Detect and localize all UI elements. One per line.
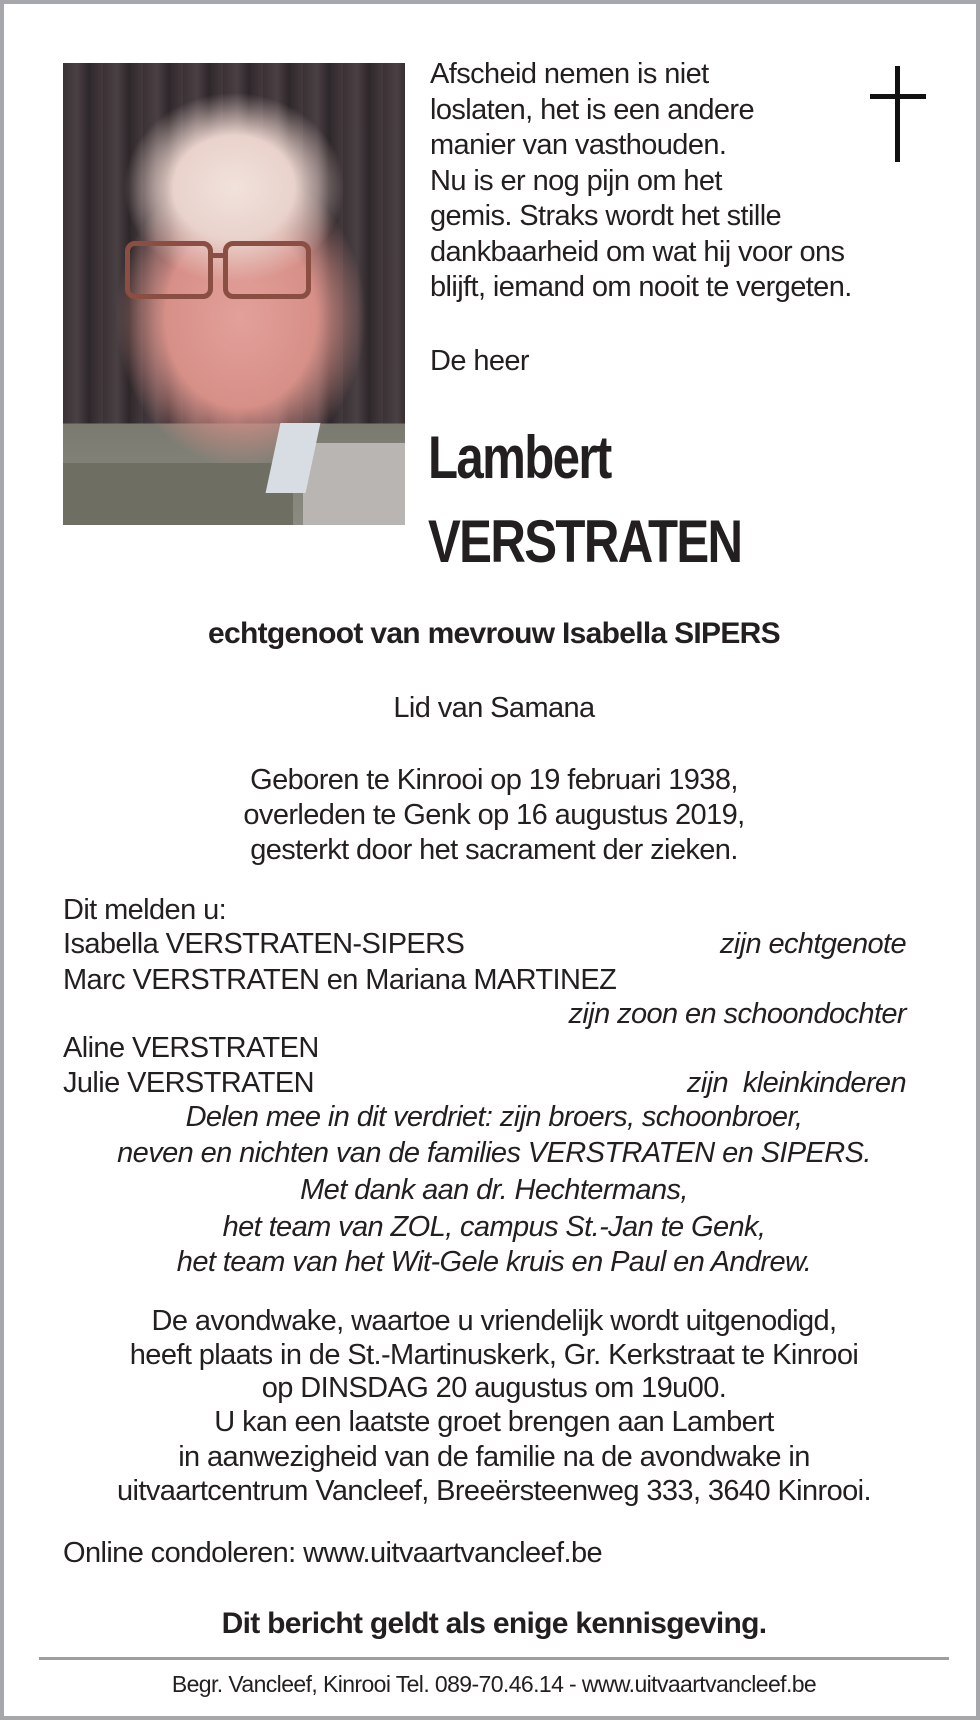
salutation: De heer <box>430 345 529 377</box>
announcers-intro: Dit melden u: <box>63 894 227 926</box>
portrait-photo <box>63 63 405 525</box>
family-relation: zijn zoon en schoondochter <box>568 998 906 1030</box>
thanks-line: het team van ZOL, campus St.-Jan te Genk, <box>222 1211 766 1243</box>
wake-line: uitvaartcentrum Vancleef, Breeërsteenweg 333, 3640 Kinrooi. <box>117 1475 871 1507</box>
photo-glasses-left <box>125 241 213 299</box>
divider <box>39 1657 949 1660</box>
spouse-line: echtgenoot van mevrouw Isabella SIPERS <box>208 617 780 650</box>
first-name: Lambert <box>428 424 611 491</box>
poem-line: dankbaarheid om wat hij voor ons <box>430 235 845 268</box>
membership: Lid van Samana <box>393 692 595 724</box>
last-name: VERSTRATEN <box>428 508 742 575</box>
poem-line: gemis. Straks wordt het stille <box>430 200 782 232</box>
poem-line: Nu is er nog pijn om het <box>430 164 722 197</box>
poem-line: manier van vasthouden. <box>430 129 727 161</box>
wake-line: De avondwake, waartoe u vriendelijk wordt uitgenodigd, <box>151 1305 837 1337</box>
sharing-line: neven en nichten van de families VERSTRATEN en SIPERS. <box>117 1137 871 1169</box>
thanks-line: het team van het Wit-Gele kruis en Paul en Andrew. <box>176 1246 812 1278</box>
photo-glasses-right <box>223 241 311 299</box>
life-dates-2: overleden te Genk op 16 augustus 2019, <box>243 799 745 831</box>
online-condolence-link[interactable]: Online condoleren: www.uitvaartvancleef.be <box>63 1537 603 1569</box>
footer: Begr. Vancleef, Kinrooi Tel. 089-70.46.14 - www.uitvaartvancleef.be <box>171 1671 817 1697</box>
thanks-line: Met dank aan dr. Hechtermans, <box>300 1174 688 1206</box>
life-dates-3: gesterkt door het sacrament der zieken. <box>250 834 738 866</box>
photo-glasses-bridge <box>211 253 225 258</box>
family-relation: zijn echtgenote <box>719 928 906 960</box>
poem-line: loslaten, het is een andere <box>430 93 754 126</box>
family-name: Marc VERSTRATEN en Mariana MARTINEZ <box>63 964 617 996</box>
wake-line: in aanwezigheid van de familie na de avondwake in <box>178 1441 810 1473</box>
family-name: Isabella VERSTRATEN-SIPERS <box>63 928 465 960</box>
poem-line: Afscheid nemen is niet <box>430 58 709 90</box>
poem-line: blijft, iemand om nooit te vergeten. <box>430 271 852 303</box>
life-dates-1: Geboren te Kinrooi op 19 februari 1938, <box>250 764 738 796</box>
wake-line: op DINSDAG 20 augustus om 19u00. <box>261 1372 727 1404</box>
photo-sweater-right <box>303 443 405 525</box>
sharing-line: Delen mee in dit verdriet: zijn broers, schoonbroer, <box>185 1101 803 1133</box>
notice: Dit bericht geldt als enige kennisgeving. <box>221 1607 767 1640</box>
wake-line: U kan een laatste groet brengen aan Lambert <box>214 1406 774 1438</box>
deceased-name <box>428 416 741 584</box>
family-relation: zijn kleinkinderen <box>686 1067 906 1099</box>
family-name: Julie VERSTRATEN <box>63 1067 314 1099</box>
family-name: Aline VERSTRATEN <box>63 1032 319 1064</box>
photo-sweater-left <box>63 463 293 525</box>
wake-line: heeft plaats in de St.-Martinuskerk, Gr. Kerkstraat te Kinrooi <box>129 1339 859 1371</box>
poem <box>430 57 890 306</box>
